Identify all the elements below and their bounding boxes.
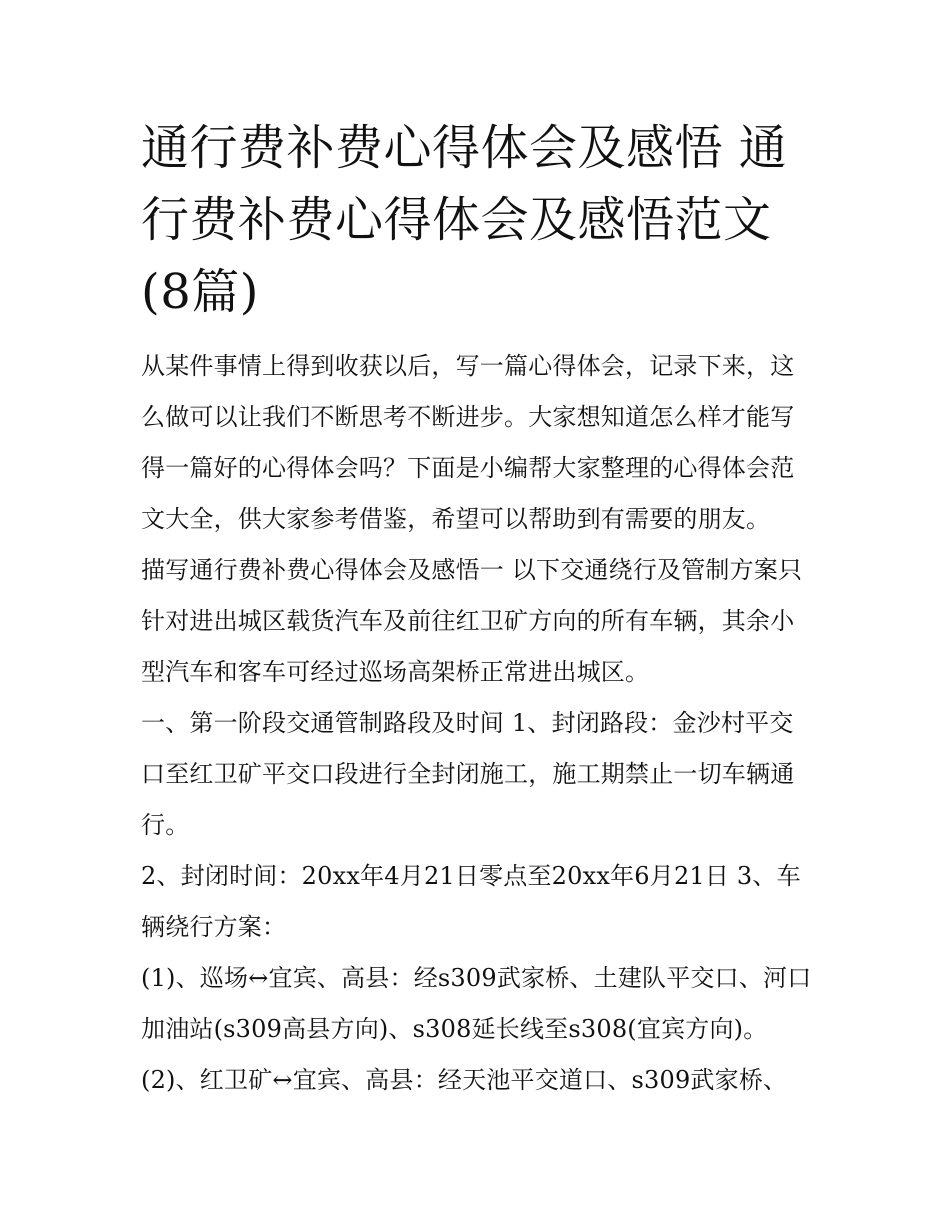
paragraph: 描写通行费补费心得体会及感悟一 以下交通绕行及管制方案只针对进出城区载货汽车及前往红卫矿方向的所有车辆，其余小型汽车和客车可经过巡场高架桥正常进出城区。 (141, 556, 803, 686)
paragraph: 一、第一阶段交通管制路段及时间 1、封闭路段：金沙村平交口至红卫矿平交口段进行全封闭施工，施工期禁止一切车辆通行。 (141, 709, 795, 839)
document-body (141, 341, 813, 1106)
document-content (141, 112, 813, 1106)
paragraph: 从某件事情上得到收获以后，写一篇心得体会，记录下来，这么做可以让我们不断思考不断进步。大家想知道怎么样才能写得一篇好的心得体会吗？下面是小编帮大家整理的心得体会范文大全，供大家参考借鉴，希望可以帮助到有需要的朋友。 (141, 352, 795, 533)
paragraph: 2、封闭时间：20xx年4月21日零点至20xx年6月21日 3、车辆绕行方案： (141, 862, 801, 941)
document-title: 通行费补费心得体会及感悟 通行费补费心得体会及感悟范文(8篇) (141, 120, 788, 320)
paragraph: (1)、巡场↔宜宾、高县：经s309武家桥、土建队平交口、河口加油站(s309高县方向)、s308延长线至s308(宜宾方向)。 (141, 964, 812, 1043)
paragraph: (2)、红卫矿↔宜宾、高县：经天池平交道口、s309武家桥、 (141, 1066, 788, 1094)
